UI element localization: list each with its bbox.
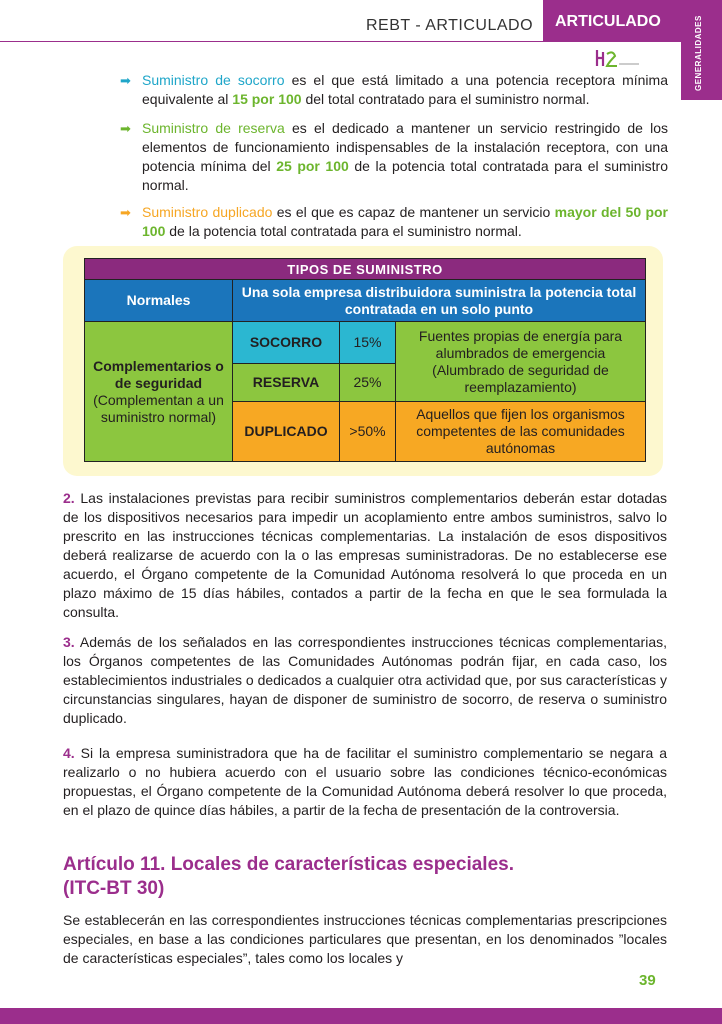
paragraph-4 — [63, 744, 667, 820]
arrow-right-icon: ➡ — [120, 73, 131, 88]
side-tab-label: GENERALIDADES — [694, 15, 703, 91]
row-type-socorro: SOCORRO — [233, 322, 340, 364]
supply-types-table — [84, 258, 646, 462]
bullet-text: del total contratado para el suministro normal. — [301, 91, 590, 107]
term-duplicado: Suministro duplicado — [142, 204, 273, 220]
article-paragraph: Se establecerán en las correspondientes instrucciones técnicas complementarias prescripciones especiales, en base a las condiciones particulares que presentan, en los denominados ”locales de características especiales”, tales como los locales y — [63, 912, 667, 966]
article-title: Artículo 11. Locales de características especiales. — [63, 854, 514, 875]
normal-label: Normales — [85, 280, 233, 322]
paragraph-3 — [63, 633, 667, 728]
arrow-right-icon: ➡ — [120, 121, 131, 136]
row-type-duplicado: DUPLICADO — [233, 402, 340, 462]
bullet-text: de la potencia total contratada para el suministro normal. — [165, 223, 522, 239]
paragraph-number: 3. — [63, 634, 75, 650]
term-socorro: Suministro de socorro — [142, 72, 285, 88]
page-number: 39 — [639, 972, 656, 989]
complementary-label — [85, 322, 233, 462]
paragraph-number: 4. — [63, 745, 75, 761]
bullet-highlight: 25 por 100 — [276, 158, 349, 174]
paragraph-number: 2. — [63, 490, 75, 506]
header-title: REBT - ARTICULADO — [366, 17, 534, 34]
row-type-reserva: RESERVA — [233, 364, 340, 402]
desc-duplicado: Aquellos que fijen los organismos competentes de las comunidades autónomas — [396, 402, 646, 462]
bullet-text: es el dedicado a mantener un servicio restringido de los elementos de funcionamiento indispensables de la instalación receptora, con una potencia mínima del — [142, 120, 669, 174]
bullet-reserva — [120, 119, 668, 195]
article-subtitle: (ITC-BT 30) — [63, 878, 165, 899]
row-pct-socorro: 15% — [340, 322, 396, 364]
table-title: TIPOS DE SUMINISTRO — [85, 259, 646, 280]
footer-bar — [0, 1008, 722, 1024]
bullet-text: es el que está limitado a una potencia receptora mínima equivalente al — [142, 72, 668, 107]
paragraph-text: Las instalaciones previstas para recibir suministros complementarios deberán estar dotadas de los dispositivos necesarios para impedir un acoplamiento entre ambos suministros, salvo lo prescrito en las instrucciones técnicas complementarias. La instalación de esos dispositivos deberá realizarse de acuerdo con la o las empresas suministradoras. De no establecerse ese acuerdo, el Órgano competente de la Comunidad Autónoma resolverá lo que proceda en un plazo máximo de 15 días hábiles, contados a partir de la fecha en que le sea formulada la consulta. — [63, 490, 667, 620]
paragraph-text: Si la empresa suministradora que ha de facilitar el suministro complementario se negara a realizarlo o no hubiera acuerdo con el usuario sobre las condiciones técnico-económicas propuestas, el Órgano competente de la Comunidad Autónoma deberá resolver lo que proceda, en el plazo de quince días hábiles, a partir de la fecha de presentación de la controversia. — [63, 745, 667, 818]
article-heading — [63, 853, 673, 901]
term-reserva: Suministro de reserva — [142, 120, 285, 136]
logo-icon — [593, 48, 641, 70]
header-divider — [0, 41, 681, 42]
bullet-duplicado — [120, 203, 668, 241]
paragraph-text: Además de los señalados en las correspondientes instrucciones técnicas complementarias, los Órganos competentes de las Comunidades Autónomas podrán fijar, en cada caso, los establecimientos industriales o dedicados a cualquier otra actividad que, por sus características y circunstancias singulares, hayan de disponer de suministro de socorro, de reserva o suministro duplicado. — [63, 634, 667, 726]
bullet-highlight: 15 por 100 — [232, 91, 302, 107]
normal-description: Una sola empresa distribuidora suministra la potencia total contratada en un solo punto — [233, 280, 646, 322]
section-tab: ARTICULADO — [543, 0, 681, 42]
row-pct-reserva: 25% — [340, 364, 396, 402]
complementary-title: Complementarios o de seguridad — [93, 357, 224, 391]
row-pct-duplicado: >50% — [340, 402, 396, 462]
bullet-text: de la potencia total contratada para el suministro normal. — [142, 158, 668, 193]
paragraph-2 — [63, 489, 667, 622]
bullet-text: es el que es capaz de mantener un servicio — [272, 204, 555, 220]
arrow-right-icon: ➡ — [120, 205, 131, 220]
complementary-subtitle: (Complementan a un suministro normal) — [93, 391, 224, 425]
desc-socorro-reserva: Fuentes propias de energía para alumbrados de emergencia (Alumbrado de seguridad de reemplazamiento) — [396, 322, 646, 402]
bullet-highlight: mayor del 50 por 100 — [142, 204, 669, 239]
bullet-socorro — [120, 71, 668, 109]
